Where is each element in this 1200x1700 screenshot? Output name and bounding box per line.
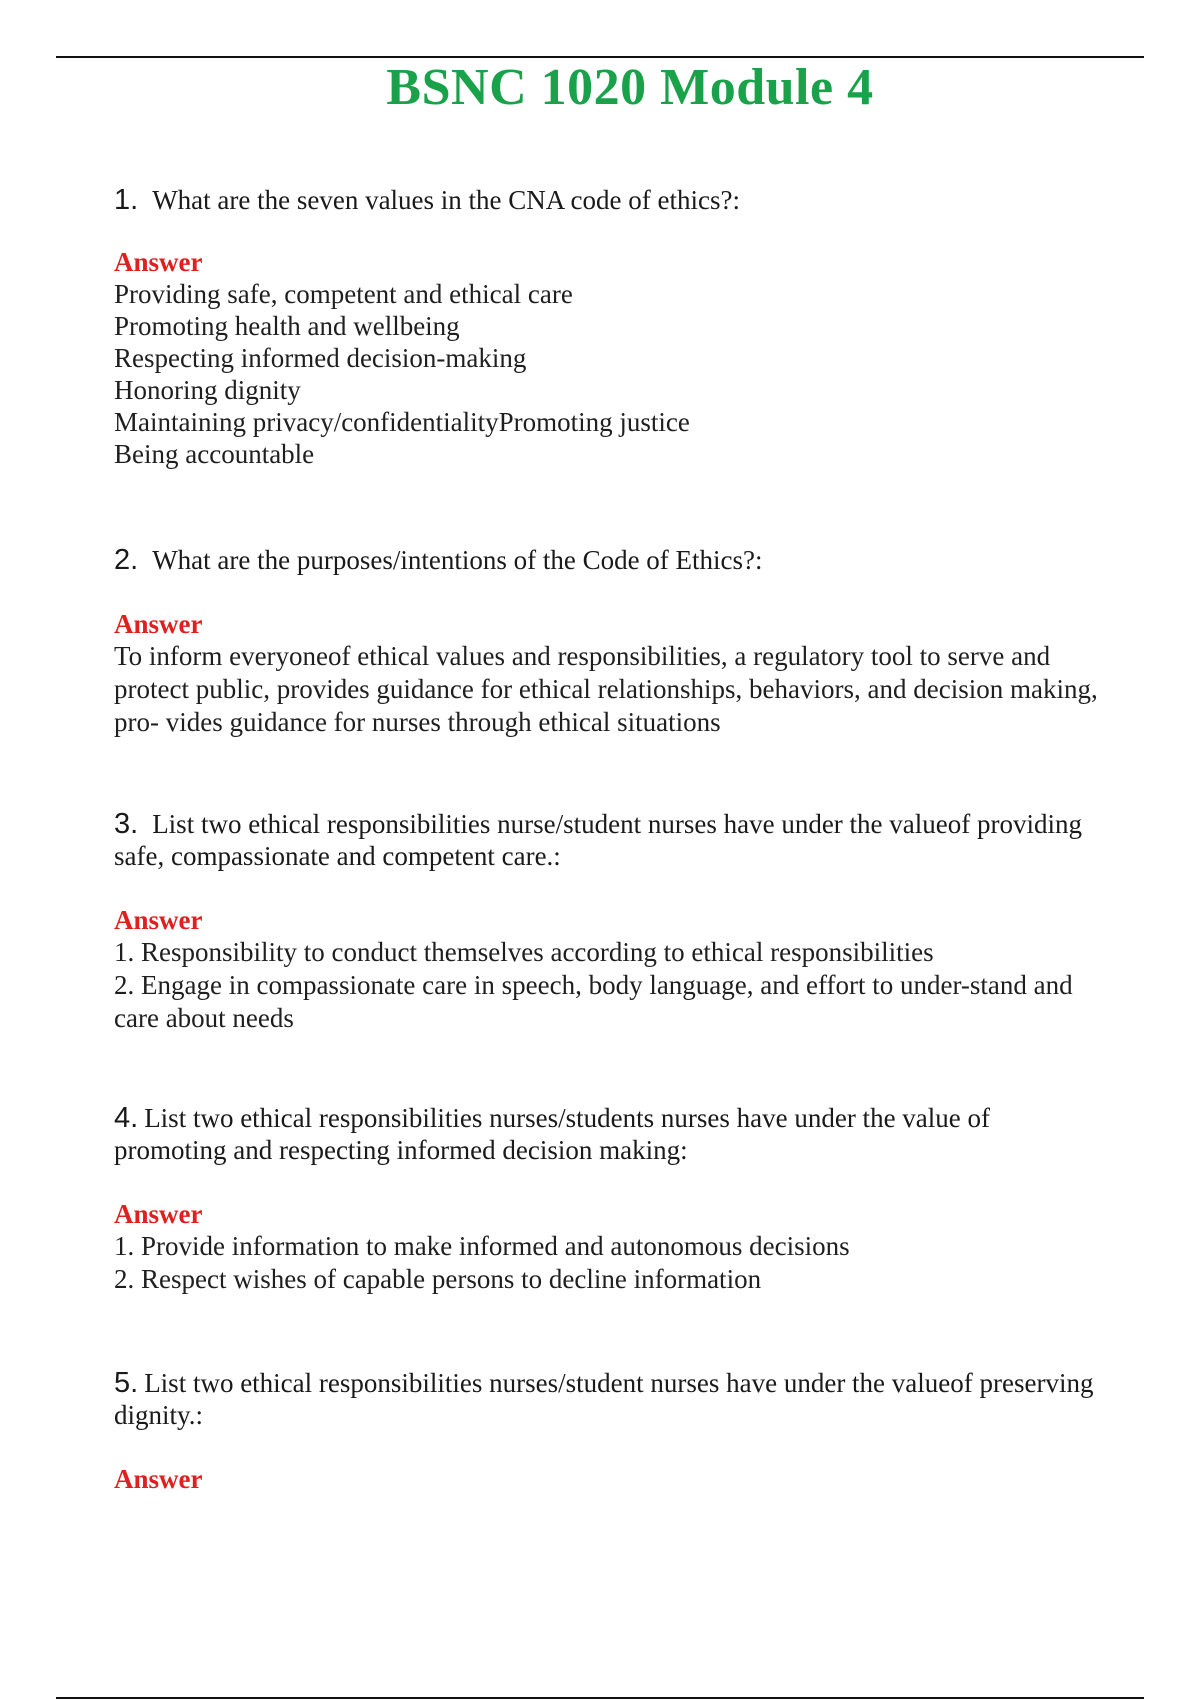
answer-line: 1. Provide information to make informed and autonomous decisions [114,1231,850,1261]
question-text [114,544,1144,576]
answer-line: 2. Respect wishes of capable persons to decline information [114,1264,762,1294]
question-line: List two ethical responsibilities nurses/student nurses have under the valueof preserving [144,1368,1094,1398]
question-text [114,1102,1144,1134]
question-number: 3. [114,808,139,840]
question-number: 1. [114,184,139,216]
answer-line: pro- vides guidance for nurses through ethical situations [114,707,721,737]
question-line: dignity.: [114,1400,204,1430]
answer-label: Answer [114,1199,203,1229]
answer-line: Providing safe, competent and ethical care [114,279,573,309]
question-block-5 [114,1367,1144,1495]
question-text [114,184,1144,216]
question-block-4 [114,1102,1144,1296]
question-block-1 [114,184,1144,470]
question-line: promoting and respecting informed decision making: [114,1135,688,1165]
document-title: BSNC 1020 Module 4 [386,59,874,116]
answer-line: Respecting informed decision-making [114,343,527,373]
question-line: List two ethical responsibilities nurse/student nurses have under the valueof providing [152,809,1082,839]
bottom-rule [56,1697,1144,1699]
question-line: List two ethical responsibilities nurses/students nurses have under the value of [144,1103,991,1133]
answer-line: To inform everyoneof ethical values and responsibilities, a regulatory tool to serve and [114,641,1051,671]
answer-line: Being accountable [114,439,315,469]
question-line: What are the seven values in the CNA code of ethics?: [152,185,740,215]
answer-line: care about needs [114,1003,294,1033]
question-number: 5. [114,1367,139,1399]
question-number: 2. [114,544,139,576]
question-block-3 [114,808,1144,1035]
answer-label: Answer [114,1464,203,1494]
answer-line: 1. Responsibility to conduct themselves according to ethical responsibilities [114,937,934,967]
question-number: 4. [114,1102,139,1134]
question-block-2 [114,544,1144,739]
answer-line: Promoting health and wellbeing [114,311,460,341]
question-line: What are the purposes/intentions of the Code of Ethics?: [152,545,763,575]
answer-label: Answer [114,609,203,639]
answer-line: protect public, provides guidance for ethical relationships, behaviors, and decision making, [114,674,1098,704]
question-line: safe, compassionate and competent care.: [114,841,561,871]
question-text [114,808,1144,840]
answer-line: 2. Engage in compassionate care in speech, body language, and effort to under-stand and [114,970,1073,1000]
question-text [114,1367,1144,1399]
answer-line: Honoring dignity [114,375,301,405]
answer-line: Maintaining privacy/confidentialityPromoting justice [114,407,690,437]
answer-label: Answer [114,905,203,935]
answer-label: Answer [114,247,203,277]
